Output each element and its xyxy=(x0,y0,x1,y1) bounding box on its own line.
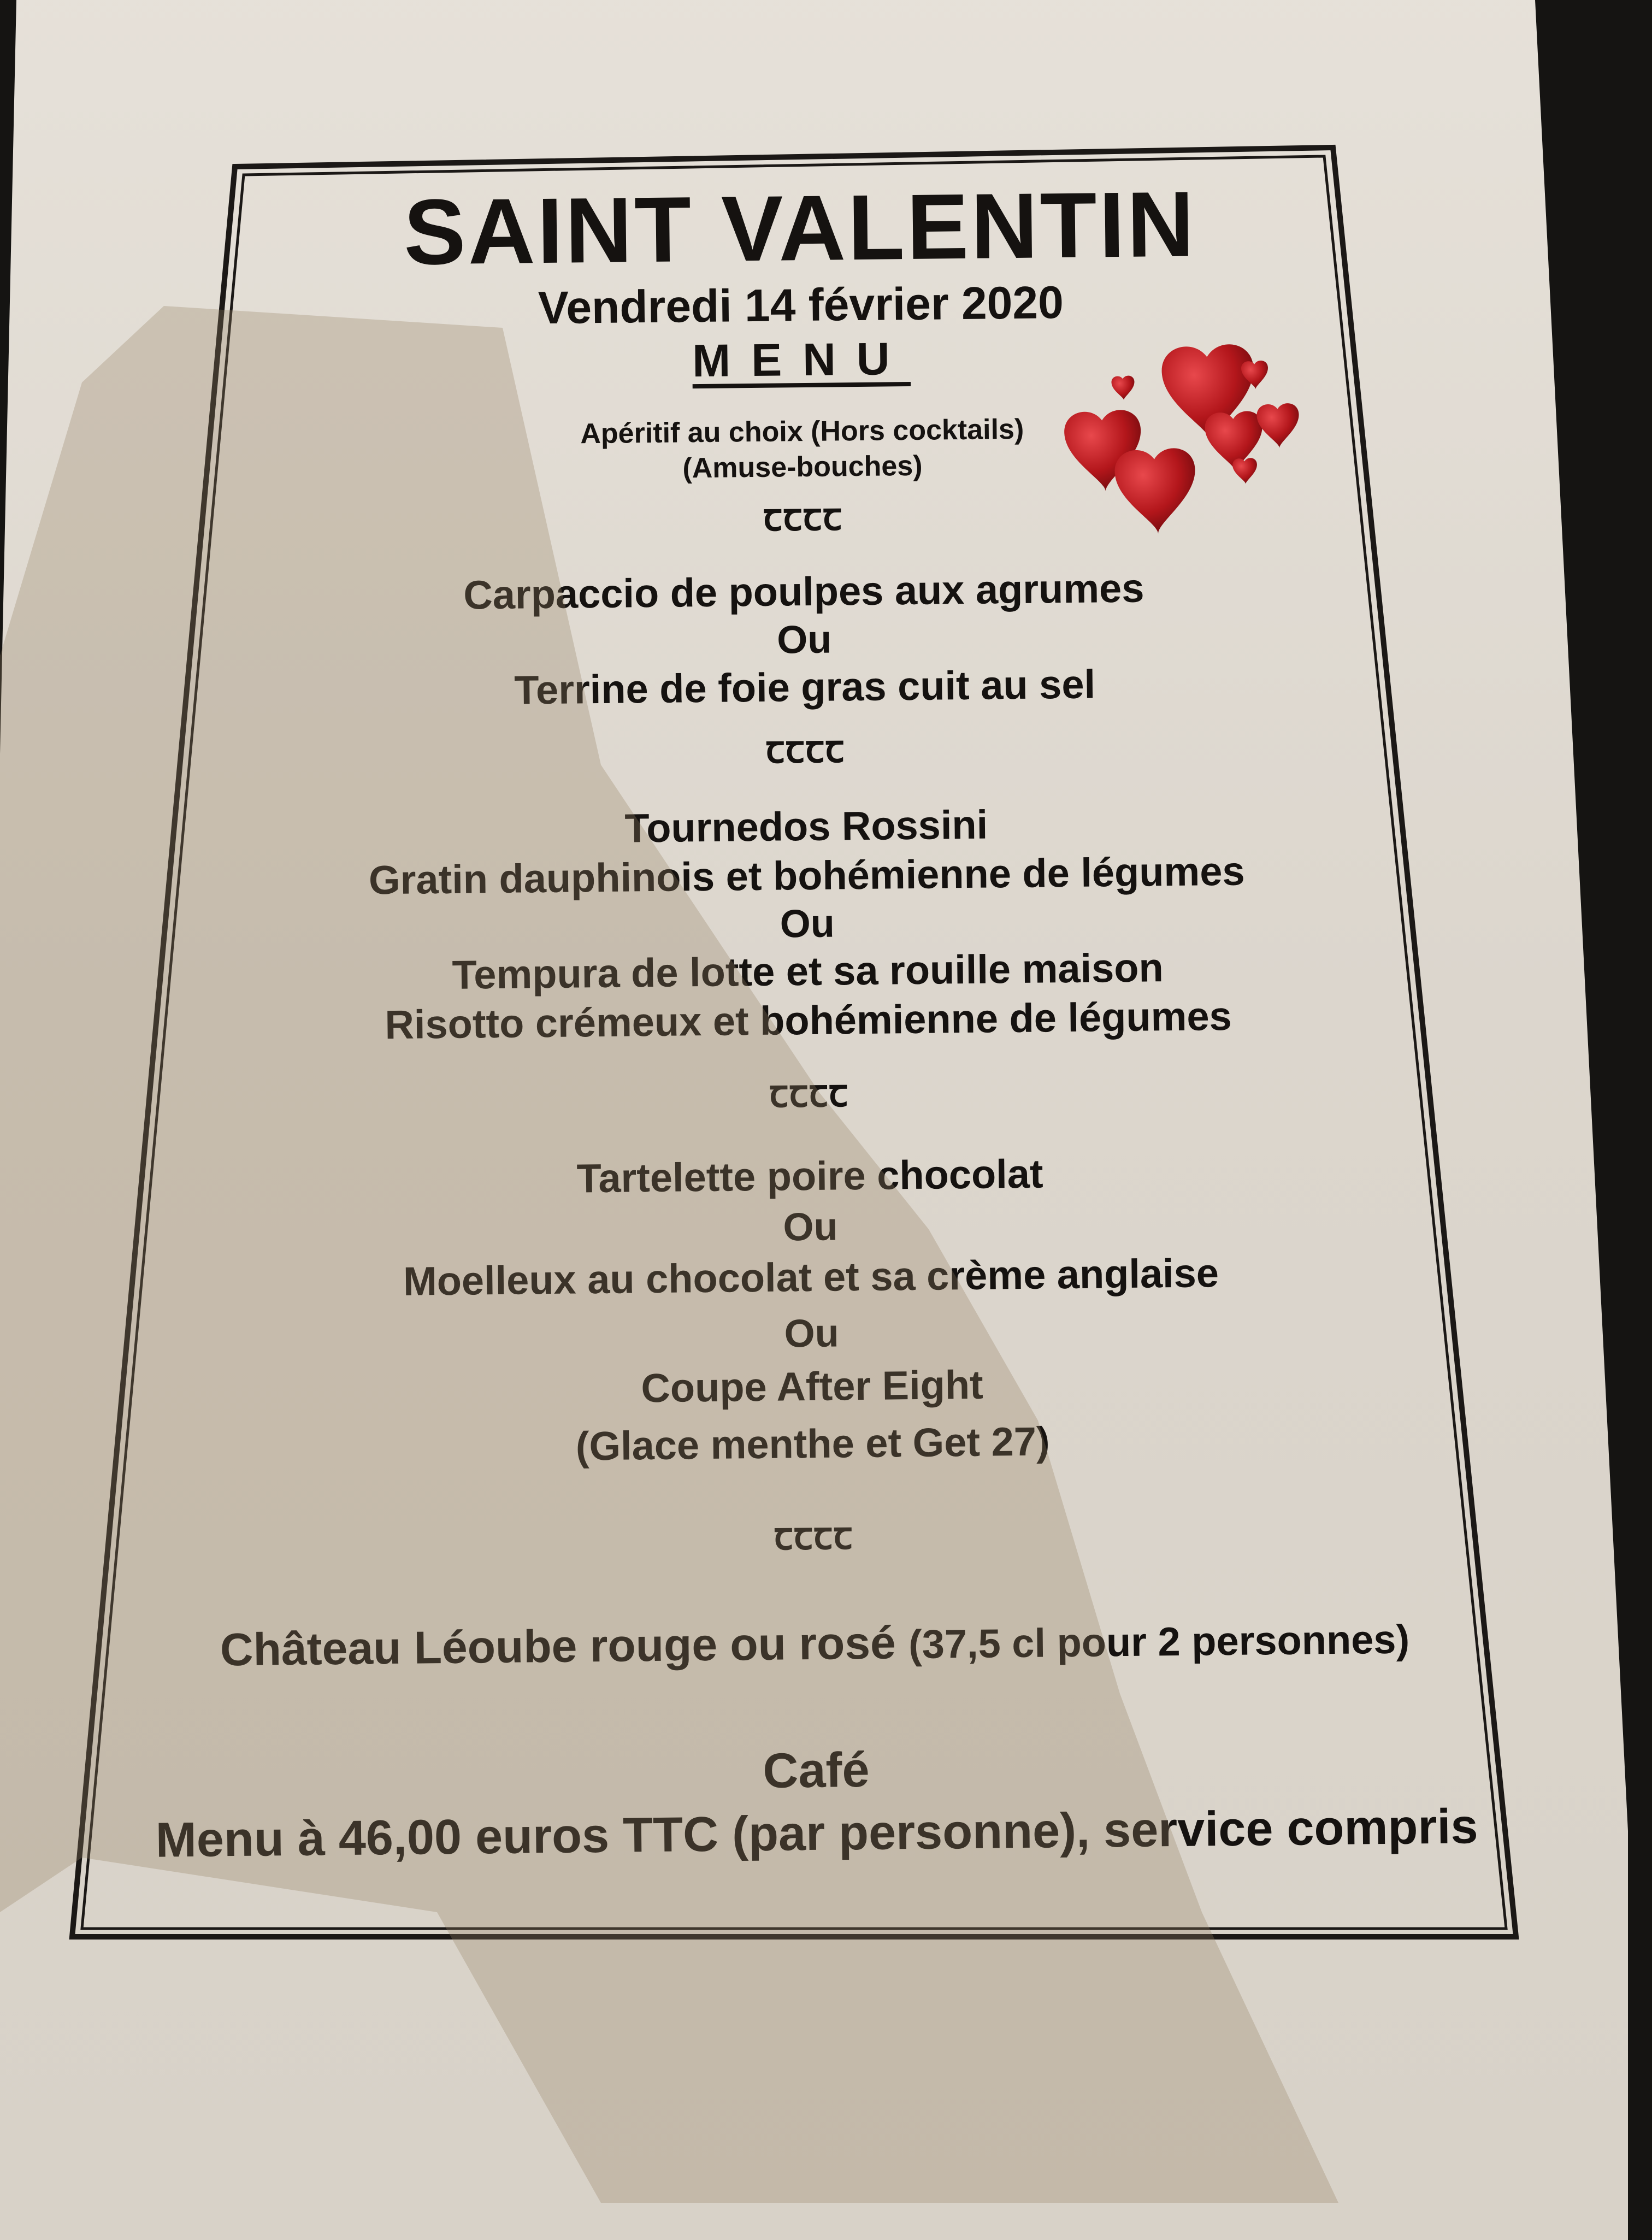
starter-item: Carpaccio de poulpes aux agrumes xyxy=(463,565,1144,618)
separator: ꞇꞇꞇꞇ xyxy=(774,1513,854,1559)
starter-item: Terrine de foie gras cuit au sel xyxy=(514,661,1096,713)
or-separator: Ou xyxy=(784,1311,839,1356)
menu-title: SAINT VALENTIN xyxy=(403,172,1197,285)
wine-name: Château Léoube rouge ou rosé xyxy=(220,1617,896,1676)
or-separator: Ou xyxy=(780,901,835,946)
dessert-item: Coupe After Eight xyxy=(641,1361,984,1411)
main-item: Risotto crémeux et bohémienne de légumes xyxy=(385,993,1232,1048)
hearts-illustration xyxy=(1054,332,1349,565)
or-separator: Ou xyxy=(776,617,832,662)
amuse-bouches-line: (Amuse-bouches) xyxy=(682,450,923,485)
menu-heading: MENU xyxy=(692,332,911,387)
dessert-item: (Glace menthe et Get 27) xyxy=(575,1418,1050,1469)
separator: ꞇꞇꞇꞇ xyxy=(769,1070,849,1116)
menu-date: Vendredi 14 février 2020 xyxy=(538,276,1064,334)
wine-detail: (37,5 cl pour 2 personnes) xyxy=(908,1616,1410,1667)
cafe-line: Café xyxy=(762,1742,870,1799)
main-item: Tempura de lotte et sa rouille maison xyxy=(452,945,1164,998)
or-separator: Ou xyxy=(783,1205,838,1249)
separator: ꞇꞇꞇꞇ xyxy=(765,726,846,772)
main-item: Gratin dauphinois et bohémienne de légumes xyxy=(368,848,1245,903)
separator: ꞇꞇꞇꞇ xyxy=(763,494,843,540)
wine-line xyxy=(104,1610,1525,1677)
main-item: Tournedos Rossini xyxy=(624,801,988,851)
dessert-item: Moelleux au chocolat et sa crème anglaise xyxy=(403,1250,1219,1304)
dessert-item: Tartelette poire chocolat xyxy=(576,1151,1043,1201)
aperitif-line: Apéritif au choix (Hors cocktails) xyxy=(580,413,1024,450)
price-line: Menu à 46,00 euros TTC (par personne), service compris xyxy=(155,1799,1479,1868)
